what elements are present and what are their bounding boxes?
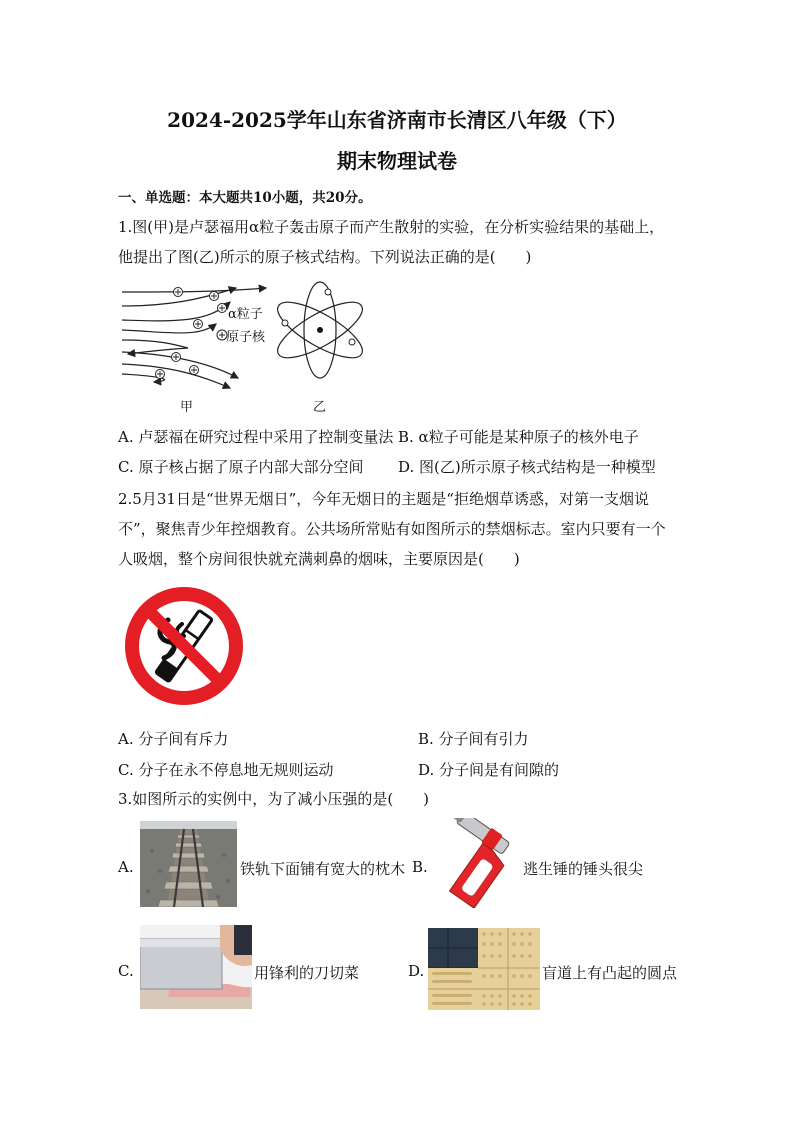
question-3-stem: 3.如图所示的实例中，为了减小压强的是( )	[118, 790, 430, 808]
question-3-option-b-text: 逃生锤的锤头很尖	[523, 860, 644, 878]
question-1-stem: 1.图(甲)是卢瑟福用α粒子轰击原子而产生散射的实验，在分析实验结果的基础上，他提出了图(乙)所示的原子核式结构。下列说法正确的是( )	[118, 218, 665, 266]
document-title-line1: 2024-2025学年山东省济南市长清区八年级（下）	[167, 108, 627, 132]
question-3-option-a-letter: A.	[118, 858, 134, 876]
figure-label-alpha: α粒子	[228, 307, 263, 322]
question-3-option-c-text: 用锋利的刀切菜	[254, 964, 360, 982]
escape-hammer-image	[428, 818, 520, 908]
question-3-option-a-text: 铁轨下面铺有宽大的枕木	[240, 860, 406, 878]
question-1-option-c: C. 原子核占据了原子内部大部分空间	[118, 458, 364, 476]
figure-caption-jia: 甲	[180, 400, 194, 415]
figure-caption-yi: 乙	[313, 400, 327, 415]
question-2-option-b: B. 分子间有引力	[418, 730, 529, 748]
figure-label-nucleus: 原子核	[226, 330, 266, 345]
tactile-paving-image	[428, 928, 540, 1010]
question-2-stem: 2.5月31日是“世界无烟日”，今年无烟日的主题是“拒绝烟草诱惑，对第一支烟说不”，聚焦青少年控烟教育。公共场所常贴有如图所示的禁烟标志。室内只要有一个人吸烟，整个房间很快就充满刺鼻的烟味，主要原因是( )	[118, 490, 666, 568]
no-smoking-sign-image	[122, 584, 246, 708]
question-3-option-d-text: 盲道上有凸起的圆点	[542, 964, 678, 982]
question-3-option-c-letter: C.	[118, 962, 134, 980]
question-3-option-b-letter: B.	[412, 858, 428, 876]
knife-cutting-image	[140, 925, 252, 1009]
document-title-line2: 期末物理试卷	[337, 149, 457, 173]
question-1-option-a: A. 卢瑟福在研究过程中采用了控制变量法	[118, 428, 394, 446]
question-1-option-d: D. 图(乙)所示原子核式结构是一种模型	[398, 458, 656, 476]
question-2-option-c: C. 分子在永不停息地无规则运动	[118, 761, 334, 779]
figure-atom-model	[272, 278, 368, 382]
question-3-option-d-letter: D.	[408, 962, 425, 980]
question-1-option-b: B. α粒子可能是某种原子的核外电子	[398, 428, 639, 446]
question-2-option-d: D. 分子间是有间隙的	[418, 761, 560, 779]
railway-sleepers-image	[140, 821, 237, 907]
question-2-option-a: A. 分子间有斥力	[118, 730, 229, 748]
section-heading: 一、单选题：本大题共10小题，共20分。	[118, 190, 372, 206]
